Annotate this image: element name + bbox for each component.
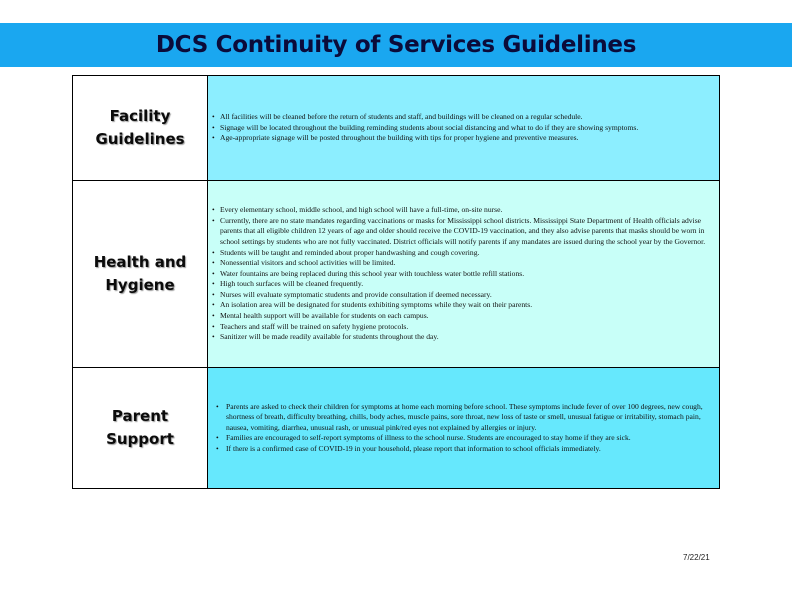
list-item: • Water fountains are being replaced during this school year with touchless water bottle refill stations. <box>212 269 716 280</box>
page-date: 7/22/21 <box>683 553 710 562</box>
page-title: DCS Continuity of Services Guidelines <box>155 32 637 58</box>
list-item: • Families are encouraged to self-report symptoms of illness to the school nurse. Students are encouraged to stay home if they are sick. <box>212 433 716 444</box>
guidelines-table <box>72 75 720 489</box>
category-cell <box>73 368 208 489</box>
list-item: • Students will be taught and reminded about proper handwashing and cough covering. <box>212 248 716 259</box>
title-banner <box>0 23 792 67</box>
category-cell <box>73 76 208 181</box>
bullet-list <box>212 205 716 343</box>
category-label: Health and Hygiene <box>93 253 187 294</box>
content-cell <box>208 368 720 489</box>
category-label: Parent Support <box>106 407 174 448</box>
list-item: • Signage will be located throughout the building reminding students about social distancing and what to do if they are showing symptoms. <box>212 123 716 134</box>
list-item: • All facilities will be cleaned before the return of students and staff, and buildings will be cleaned on a regular schedule. <box>212 112 716 123</box>
list-item: • An isolation area will be designated for students exhibiting symptoms while they wait on their parents. <box>212 300 716 311</box>
bullet-list <box>212 402 716 455</box>
bullet-list <box>212 112 716 144</box>
content-cell <box>208 76 720 181</box>
list-item: • Age-appropriate signage will be posted throughout the building with tips for proper hygiene and preventive measures. <box>212 133 716 144</box>
list-item: • If there is a confirmed case of COVID-19 in your household, please report that information to school officials immediately. <box>212 444 716 455</box>
category-label: Facility Guidelines <box>95 107 185 148</box>
list-item: • Parents are asked to check their children for symptoms at home each morning before school. These symptoms include fever of over 100 degrees, new cough, shortness of breath, difficulty breathing, chills, body aches, muscle pains, sore throat, new loss of taste or smell, unusual fatigue or irritability, stomach pain, nausea, vomiting, diarrhea, unusual rash, or unusual pink/red eyes not explained by allergies or injury. <box>212 402 716 434</box>
list-item: • Currently, there are no state mandates regarding vaccinations or masks for Mississippi school districts. Mississippi State Department of Health officials advise parents that all eligible children 12 years of age and older should receive the COVID-19 vaccination, and they also advise parents that masks should be worn in school settings by students who are not fully vaccinated. District officials will notify parents if any mandates are issued during the school year by the Governor. <box>212 216 716 248</box>
content-cell <box>208 181 720 368</box>
category-cell <box>73 181 208 368</box>
table-row-facility <box>73 76 720 181</box>
list-item: • Nurses will evaluate symptomatic students and provide consultation if deemed necessary. <box>212 290 716 301</box>
table-row-parent <box>73 368 720 489</box>
list-item: • Every elementary school, middle school, and high school will have a full-time, on-site nurse. <box>212 205 716 216</box>
list-item: • High touch surfaces will be cleaned frequently. <box>212 279 716 290</box>
list-item: • Teachers and staff will be trained on safety hygiene protocols. <box>212 322 716 333</box>
list-item: • Nonessential visitors and school activities will be limited. <box>212 258 716 269</box>
list-item: • Sanitizer will be made readily available for students throughout the day. <box>212 332 716 343</box>
table-row-health <box>73 181 720 368</box>
list-item: • Mental health support will be available for students on each campus. <box>212 311 716 322</box>
